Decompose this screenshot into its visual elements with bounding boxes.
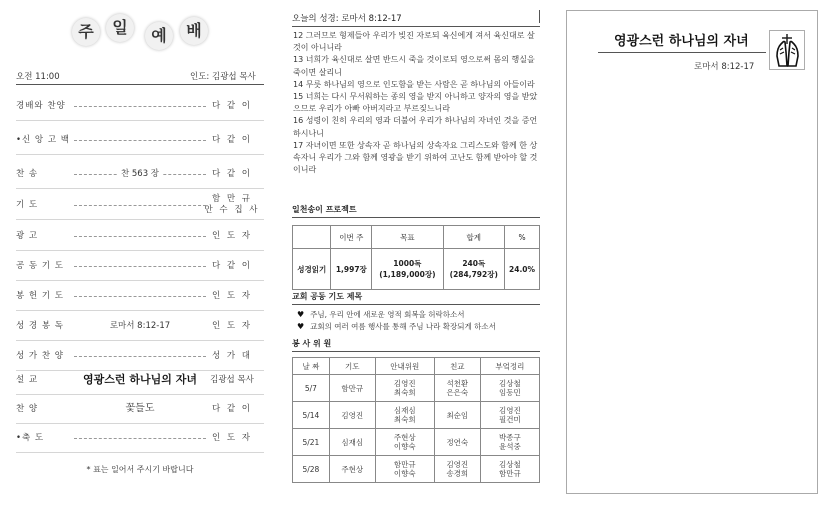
order-label: 공 동 기 도 [16, 261, 64, 271]
order-row [16, 424, 264, 453]
table-header: 날 짜 [293, 358, 330, 375]
order-performer: 성 가 대 [211, 351, 253, 361]
this-week-value: 1,997장 [331, 249, 372, 290]
order-detail: 찬 563 장 [117, 169, 163, 179]
order-performer: 다 같 이 [211, 169, 253, 179]
project-header-row [293, 226, 540, 249]
dotted-leader [74, 296, 206, 297]
verse-13: 13 너희가 육신대로 살면 반드시 죽을 것이로되 영으로써 몸의 행실을 죽이면 살리니 [293, 55, 535, 77]
usher-name: 이향숙 [393, 469, 416, 478]
row-label: 성경읽기 [293, 249, 331, 290]
service-header-row [293, 358, 540, 375]
order-row [16, 366, 264, 395]
order-performer: 인 도 자 [211, 291, 253, 301]
verse-14: 14 무릇 하나님의 영으로 인도함을 받는 사람은 곧 하나님의 아들이라 [293, 79, 535, 89]
verse-12: 12 그러므로 형제들아 우리가 빚진 자로되 육신에게 져서 육신대로 살 것이 아니니라 [293, 31, 535, 53]
service-table [292, 357, 540, 483]
date-cell: 5/21 [293, 429, 330, 456]
order-label: 광 고 [16, 231, 39, 241]
order-label: 봉 헌 기 도 [16, 291, 64, 301]
order-label: 경배와 찬양 [16, 101, 66, 111]
order-row [16, 160, 264, 189]
order-label: 설 교 [16, 375, 39, 385]
dotted-leader [74, 205, 206, 206]
usher-name: 이향숙 [393, 442, 416, 451]
cover-panel [566, 10, 818, 494]
project-title: 일천송이 프로젝트 [292, 204, 540, 218]
fellowship-name: 송경희 [446, 469, 469, 478]
standing-footnote: * 표는 일어서 주시기 바랍니다 [86, 465, 194, 474]
date-cell: 5/28 [293, 456, 330, 483]
prayer-cell: 함만규 [329, 375, 375, 402]
cover-title: 영광스런 하나님의 자녀 [614, 34, 749, 49]
fellowship-name: 김영진 [446, 460, 469, 469]
project-table [292, 225, 540, 290]
order-performer: 다 같 이 [211, 404, 253, 414]
kitchen-name: 박종구 [498, 433, 521, 442]
heart-icon: ♥ [297, 322, 305, 331]
fellowship-name: 은은숙 [446, 388, 469, 397]
order-divider [16, 84, 264, 85]
prayer-item: ♥ 주님, 우리 안에 새로운 영적 회복을 허락하소서 [297, 310, 465, 319]
order-performer-title: 안 수 집 사 [204, 205, 260, 215]
usher-name: 최숙희 [393, 388, 416, 397]
date-cell: 5/7 [293, 375, 330, 402]
order-label: 성 경 봉 독 [16, 321, 64, 331]
fellowship-name: 석천환 [446, 379, 469, 388]
total-pages: (284,792장) [449, 270, 498, 279]
order-label: 성 가 찬 양 [16, 351, 64, 361]
prayer-item: ♥ 교회의 여러 여름 행사를 통해 주님 나라 확장되게 하소서 [297, 322, 496, 331]
table-header: 친교 [434, 358, 480, 375]
title-char-4: 배 [180, 17, 208, 45]
date-cell: 5/14 [293, 402, 330, 429]
kitchen-name: 필건미 [498, 415, 521, 424]
prayer-cell: 주현상 [329, 456, 375, 483]
prayer-cell: 김영진 [329, 402, 375, 429]
dotted-leader [74, 106, 206, 107]
scripture-text [293, 30, 539, 176]
heart-icon: ♥ [297, 310, 305, 319]
total-value: 240독 [462, 259, 486, 268]
table-header: 합계 [443, 226, 505, 249]
order-performer: 다 같 이 [211, 135, 253, 145]
table-header: 이번 주 [331, 226, 372, 249]
kitchen-name: 함만규 [498, 469, 521, 478]
table-row [293, 402, 540, 429]
fellowship-name: 정연숙 [446, 437, 469, 447]
table-header: % [505, 226, 540, 249]
kitchen-name: 김상철 [498, 379, 521, 388]
usher-name: 함만규 [393, 460, 416, 469]
order-label: 찬 양 [16, 404, 39, 414]
order-row [16, 252, 264, 281]
sermon-title: 영광스런 하나님의 자녀 [79, 373, 201, 386]
order-performer: 함 만 규 [211, 194, 253, 204]
goal-value: 1000독 [393, 259, 422, 268]
order-label: •축 도 [16, 433, 45, 443]
percent-value: 24.0% [505, 249, 540, 290]
fellowship-name: 최순임 [446, 410, 469, 420]
dotted-leader [74, 140, 206, 141]
service-leader: 인도: 김광섭 목사 [190, 72, 256, 82]
cover-reference: 로마서 8:12-17 [694, 62, 755, 72]
order-row [16, 222, 264, 251]
prayer-title: 교회 공동 기도 제목 [292, 291, 540, 305]
verse-16: 16 성령이 친히 우리의 영과 더불어 우리가 하나님의 자녀인 것을 증언하시나니 [293, 116, 538, 138]
order-row [16, 395, 264, 424]
verse-17: 17 자녀이면 또한 상속자 곧 하나님의 상속자요 그리스도와 함께 한 상속자니 우리가 그와 함께 영광을 받기 위하여 고난도 함께 받아야 할 것이니라 [293, 140, 538, 175]
dotted-leader [74, 438, 206, 439]
title-char-1: 주 [72, 18, 100, 46]
kitchen-name: 윤석중 [498, 442, 521, 451]
table-header: 안내위원 [375, 358, 434, 375]
project-data-row [293, 249, 540, 290]
kitchen-name: 임동민 [498, 388, 521, 397]
verse-15: 15 너희는 다시 무서워하는 종의 영을 받지 아니하고 양자의 영을 받았으므로 우리가 아빠 아버지라고 부르짖느니라 [293, 92, 538, 114]
order-row [16, 312, 264, 341]
title-char-2: 일 [106, 14, 134, 42]
table-header: 기도 [329, 358, 375, 375]
dotted-leader [74, 356, 206, 357]
title-tick [539, 10, 540, 23]
usher-name: 최숙희 [393, 415, 416, 424]
usher-name: 심재심 [393, 406, 416, 415]
table-header: 목표 [372, 226, 443, 249]
kitchen-name: 김영진 [498, 406, 521, 415]
order-label: •신 앙 고 백 [16, 135, 70, 145]
table-row [293, 456, 540, 483]
order-row [16, 282, 264, 311]
table-row [293, 375, 540, 402]
kitchen-name: 김상철 [498, 460, 521, 469]
scripture-title: 오늘의 성경: 로마서 8:12-17 [292, 12, 540, 27]
order-row [16, 126, 264, 155]
order-performer: 인 도 자 [211, 433, 253, 443]
usher-name: 김영진 [393, 379, 416, 388]
order-performer: 김광섭 목사 [210, 375, 254, 385]
order-detail: 꽃들도 [122, 403, 159, 414]
order-row [16, 191, 264, 220]
dotted-leader [74, 236, 206, 237]
order-label: 찬 송 [16, 169, 39, 179]
order-performer: 인 도 자 [211, 321, 253, 331]
service-time: 오전 11:00 [16, 72, 60, 82]
order-performer: 다 같 이 [211, 261, 253, 271]
service-title: 봉 사 위 원 [292, 338, 540, 352]
prayer-cell: 심재심 [329, 429, 375, 456]
usher-name: 주현상 [393, 433, 416, 442]
order-performer: 인 도 자 [211, 231, 253, 241]
title-char-3: 예 [145, 22, 173, 50]
order-detail: 로마서 8:12-17 [106, 321, 174, 331]
order-row [16, 92, 264, 121]
goal-pages: (1,189,000장) [379, 270, 436, 279]
order-performer: 다 같 이 [211, 101, 253, 111]
table-header: 부엌정리 [480, 358, 539, 375]
table-row [293, 429, 540, 456]
table-header [293, 226, 331, 249]
praying-hands-icon [769, 30, 805, 70]
order-label: 기 도 [16, 200, 39, 210]
dotted-leader [74, 266, 206, 267]
cover-divider [598, 52, 766, 53]
